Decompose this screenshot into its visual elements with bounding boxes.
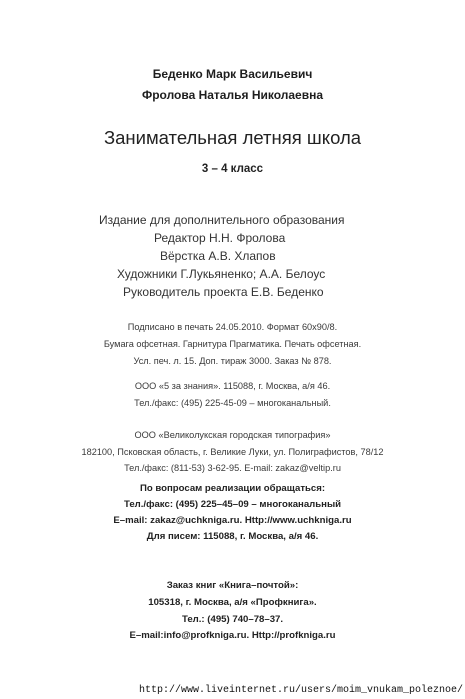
sales-email: E–mail: zakaz@uchkniga.ru. Http://www.uchkniga.ru	[113, 515, 352, 526]
mail-order-email: E–mail:info@profkniga.ru. Http://profkniga.ru	[129, 630, 336, 641]
sales-phone: Тел./факс: (495) 225–45–09 – многоканальный	[123, 499, 342, 510]
credit-editor: Редактор Н.Н. Фролова	[154, 231, 286, 245]
mail-order-address: 105318, г. Москва, а/я «Профкнига».	[148, 597, 317, 608]
source-url-caption: http://www.liveinternet.ru/users/moim_vnukam_poleznoe/	[128, 683, 464, 698]
credit-project-lead: Руководитель проекта Е.В. Беденко	[123, 285, 324, 299]
author-2: Фролова Наталья Николаевна	[141, 88, 324, 102]
printer-line: Тел./факс: (811-53) 3-62-95. E-mail: zakaz@veltip.ru	[124, 463, 341, 473]
credit-artists: Художники Г.Лукьяненко; А.А. Белоус	[117, 267, 326, 281]
print-info-line: Бумага офсетная. Гарнитура Прагматика. Печать офсетная.	[103, 339, 362, 349]
publisher-line: Тел./факс: (495) 225-45-09 – многоканальный.	[134, 398, 331, 408]
printer-line: 182100, Псковская область, г. Великие Луки, ул. Полиграфистов, 78/12	[81, 447, 384, 457]
book-title: Занимательная летняя школа	[103, 127, 362, 148]
printer-line: ООО «Великолукская городская типография»	[134, 430, 331, 440]
print-info-line: Подписано в печать 24.05.2010. Формат 60х90/8.	[127, 322, 338, 332]
sales-postal: Для писем: 115088, г. Москва, а/я 46.	[146, 531, 319, 542]
publisher-line: ООО «5 за знания». 115088, г. Москва, а/я 46.	[134, 381, 331, 391]
credit-layout: Вёрстка А.В. Хлапов	[160, 249, 276, 263]
credit-edition: Издание для дополнительного образования	[99, 213, 345, 227]
mail-order-phone: Тел.: (495) 740–78–37.	[181, 614, 284, 625]
print-info-line: Усл. печ. л. 15. Доп. тираж 3000. Заказ № 878.	[133, 356, 332, 366]
sales-heading: По вопросам реализации обращаться:	[139, 483, 326, 494]
mail-order-heading: Заказ книг «Книга–почтой»:	[166, 580, 299, 591]
grade-label: 3 – 4 класс	[201, 163, 264, 175]
author-1: Беденко Марк Васильевич	[152, 67, 313, 81]
